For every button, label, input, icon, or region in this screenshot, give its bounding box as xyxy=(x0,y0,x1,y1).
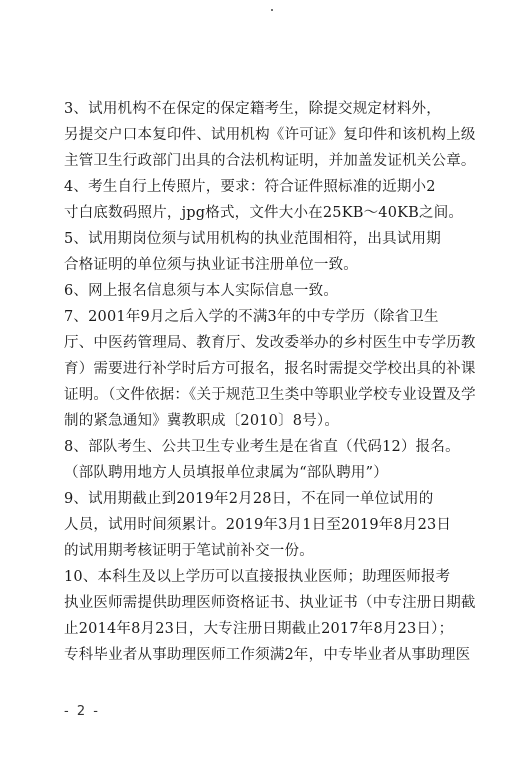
text-line: 7、2001年9月之后入学的不满3年的中专学历（除省卫生 xyxy=(64,309,439,325)
paragraph-item-5 xyxy=(64,226,478,278)
document-body xyxy=(64,96,478,668)
text-line: 育）需要进行补学时后方可报名，报名时需提交学校出具的补课 xyxy=(64,361,476,377)
text-line: 4、考生自行上传照片，要求：符合证件照标准的近期小2 xyxy=(64,179,436,195)
text-line: 10、本科生及以上学历可以直接报执业医师；助理医师报考 xyxy=(64,569,451,585)
paragraph-item-3 xyxy=(64,96,478,174)
paragraph-item-10 xyxy=(64,564,478,668)
text-line: 3、试用机构不在保定的保定籍考生，除提交规定材料外， xyxy=(64,101,441,117)
text-line: 人员，试用时间须累计。2019年3月1日至2019年8月23日 xyxy=(64,517,452,533)
text-line: 制的紧急通知》冀教职成〔2010〕8号）。 xyxy=(64,413,340,429)
paragraph-item-4 xyxy=(64,174,478,226)
text-line: 8、部队考生、公共卫生专业考生是在省直（代码12）报名。 xyxy=(64,439,460,455)
text-line: 5、试用期岗位须与试用机构的执业范围相符，出具试用期 xyxy=(64,231,441,247)
page-number: - 2 - xyxy=(64,704,100,719)
text-line: 寸白底数码照片，jpg格式，文件大小在25KB～40KB之间。 xyxy=(64,205,464,221)
text-line: 主管卫生行政部门出具的合法机构证明，并加盖发证机关公章。 xyxy=(64,153,476,169)
text-line: 合格证明的单位须与执业证书注册单位一致。 xyxy=(64,257,358,273)
text-line: 6、网上报名信息须与本人实际信息一致。 xyxy=(64,283,339,299)
scan-speck xyxy=(271,9,273,11)
text-line: 另提交户口本复印件、试用机构《许可证》复印件和该机构上级 xyxy=(64,127,476,143)
paragraph-item-6 xyxy=(64,278,478,304)
text-line: 的试用期考核证明于笔试前补交一份。 xyxy=(64,543,314,559)
text-line: 证明。（文件依据：《关于规范卫生类中等职业学校专业设置及学 xyxy=(64,387,476,403)
text-line: 9、试用期截止到2019年2月28日，不在同一单位试用的 xyxy=(64,491,434,507)
paragraph-item-8 xyxy=(64,434,478,486)
text-line: 止2014年8月23日，大专注册日期截止2017年8月23日）； xyxy=(64,621,454,637)
paragraph-item-9 xyxy=(64,486,478,564)
text-line: 专科毕业者从事助理医师工作须满2年，中专毕业者从事助理医 xyxy=(64,647,471,663)
text-line: 执业医师需提供助理医师资格证书、执业证书（中专注册日期截 xyxy=(64,595,476,611)
paragraph-item-7 xyxy=(64,304,478,434)
text-line: （部队聘用地方人员填报单位隶属为“部队聘用”） xyxy=(64,465,388,481)
text-line: 厅、中医药管理局、教育厅、发改委举办的乡村医生中专学历教 xyxy=(64,335,476,351)
